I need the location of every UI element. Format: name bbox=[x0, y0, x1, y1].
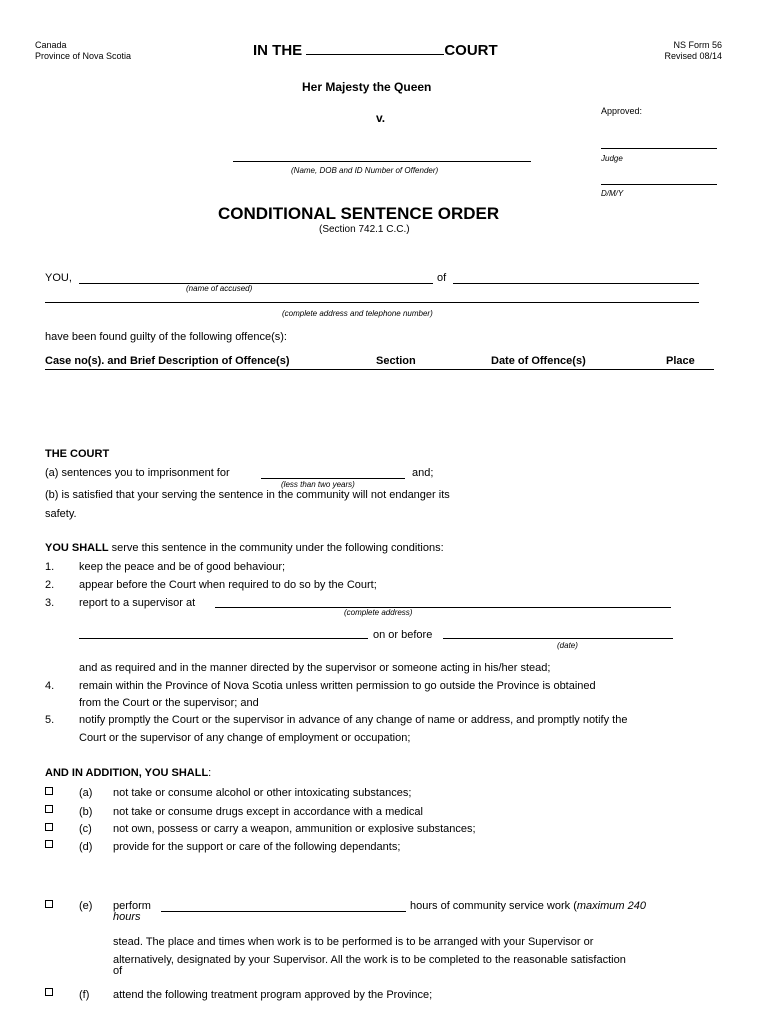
court-b-line1: (b) is satisfied that your serving the sentence in the community will not endanger its bbox=[45, 489, 450, 501]
approval-date-line[interactable] bbox=[601, 184, 717, 185]
item-3-num: 3. bbox=[45, 597, 55, 609]
offender-caption: (Name, DOB and ID Number of Offender) bbox=[291, 166, 439, 175]
offences-intro: have been found guilty of the following offence(s): bbox=[45, 331, 287, 343]
condition-e-letter: (e) bbox=[79, 900, 93, 912]
condition-f-text: attend the following treatment program approved by the Province; bbox=[113, 989, 433, 1001]
col-case: Case no(s). and Brief Description of Offence(s) bbox=[45, 355, 290, 367]
condition-a-letter: (a) bbox=[79, 787, 93, 799]
court-suffix: COURT bbox=[444, 42, 498, 59]
revised-date: Revised 08/14 bbox=[664, 51, 722, 61]
condition-b-letter: (b) bbox=[79, 806, 93, 818]
imprisonment-term-line[interactable] bbox=[261, 478, 405, 479]
condition-c-text: not own, possess or carry a weapon, ammunition or explosive substances; bbox=[113, 823, 476, 835]
additional-heading-text: AND IN ADDITION, YOU SHALL bbox=[45, 767, 209, 779]
condition-e-hours-text bbox=[410, 900, 646, 912]
supervisor-address-line-2[interactable] bbox=[79, 638, 368, 639]
condition-e-hours-label: hours of community service work ( bbox=[410, 900, 577, 912]
offender-line[interactable] bbox=[233, 161, 531, 162]
item-3-text: report to a supervisor at bbox=[79, 597, 196, 609]
shall-lead: YOU SHALL bbox=[45, 542, 109, 554]
item-1-text: keep the peace and be of good behaviour; bbox=[79, 561, 286, 573]
condition-e-stead: stead. The place and times when work is to be performed is to be arranged with your Supervisor or bbox=[113, 936, 594, 948]
accused-address-line[interactable] bbox=[45, 302, 699, 303]
province-label: Province of Nova Scotia bbox=[35, 51, 132, 61]
item-4-line2: from the Court or the supervisor; and bbox=[79, 697, 259, 709]
additional-heading bbox=[45, 767, 211, 779]
condition-d-letter: (d) bbox=[79, 841, 93, 853]
offences-header-row bbox=[45, 355, 714, 370]
service-hours-line[interactable] bbox=[161, 911, 406, 912]
condition-f-checkbox[interactable] bbox=[45, 988, 53, 996]
col-place: Place bbox=[666, 355, 695, 367]
court-heading-section: THE COURT bbox=[45, 448, 110, 460]
accused-of-line[interactable] bbox=[453, 283, 699, 284]
form-number: NS Form 56 bbox=[673, 40, 722, 50]
supervisor-address-line[interactable] bbox=[215, 607, 671, 608]
item-1-num: 1. bbox=[45, 561, 55, 573]
item-5-line2: Court or the supervisor of any change of employment or occupation; bbox=[79, 732, 411, 744]
versus-label: v. bbox=[376, 111, 386, 125]
item-5-line1: notify promptly the Court or the supervisor in advance of any change of name or address, and promptly notify the bbox=[79, 714, 628, 726]
condition-b-text: not take or consume drugs except in accordance with a medical bbox=[113, 806, 423, 818]
condition-e-perform: perform bbox=[113, 900, 151, 912]
on-or-before-label: on or before bbox=[373, 629, 433, 641]
additional-colon: : bbox=[208, 767, 212, 779]
court-a-suffix: and; bbox=[412, 467, 434, 479]
section-reference: (Section 742.1 C.C.) bbox=[319, 224, 410, 235]
as-required-text: and as required and in the manner directed by the supervisor or someone acting in his/her stead; bbox=[79, 662, 551, 674]
name-caption: (name of accused) bbox=[186, 284, 253, 293]
accused-name-line[interactable] bbox=[79, 283, 433, 284]
approved-label: Approved: bbox=[601, 106, 643, 116]
condition-f-letter: (f) bbox=[79, 989, 90, 1001]
crown-party: Her Majesty the Queen bbox=[302, 80, 432, 94]
item-2-num: 2. bbox=[45, 579, 55, 591]
of-label: of bbox=[437, 272, 447, 284]
date-caption: (date) bbox=[557, 641, 578, 650]
col-section: Section bbox=[376, 355, 416, 367]
condition-e-max: maximum 240 bbox=[576, 900, 646, 912]
court-b-line2: safety. bbox=[45, 508, 77, 520]
court-heading bbox=[253, 42, 498, 59]
form-title: CONDITIONAL SENTENCE ORDER bbox=[218, 204, 500, 223]
date-label: D/M/Y bbox=[601, 189, 624, 198]
condition-c-letter: (c) bbox=[79, 823, 92, 835]
condition-e-alt: alternatively, designated by your Supervisor. All the work is to be completed to the reasonable satisfaction bbox=[113, 954, 626, 966]
condition-d-checkbox[interactable] bbox=[45, 840, 53, 848]
condition-e-of: of bbox=[113, 965, 123, 977]
term-caption: (less than two years) bbox=[281, 480, 355, 489]
country-label: Canada bbox=[35, 40, 67, 50]
item-2-text: appear before the Court when required to do so by the Court; bbox=[79, 579, 377, 591]
condition-b-checkbox[interactable] bbox=[45, 805, 53, 813]
item-4-line1: remain within the Province of Nova Scotia unless written permission to go outside the Province is obtained bbox=[79, 680, 596, 692]
item-4-num: 4. bbox=[45, 680, 55, 692]
condition-a-text: not take or consume alcohol or other intoxicating substances; bbox=[113, 787, 412, 799]
condition-c-checkbox[interactable] bbox=[45, 823, 53, 831]
report-date-line[interactable] bbox=[443, 638, 673, 639]
judge-signature-line[interactable] bbox=[601, 148, 717, 149]
condition-a-checkbox[interactable] bbox=[45, 787, 53, 795]
court-prefix: IN THE bbox=[253, 42, 307, 59]
you-label: YOU, bbox=[45, 272, 72, 284]
condition-e-hours: hours bbox=[113, 911, 141, 923]
item-5-num: 5. bbox=[45, 714, 55, 726]
court-a-prefix: (a) sentences you to imprisonment for bbox=[45, 467, 230, 479]
condition-e-checkbox[interactable] bbox=[45, 900, 53, 908]
shall-intro bbox=[45, 542, 444, 554]
address-caption: (complete address and telephone number) bbox=[282, 309, 433, 318]
col-date: Date of Offence(s) bbox=[491, 355, 586, 367]
supervisor-address-caption: (complete address) bbox=[344, 608, 413, 617]
shall-intro-text: serve this sentence in the community under the following conditions: bbox=[108, 542, 444, 554]
judge-label: Judge bbox=[601, 154, 623, 163]
condition-d-text: provide for the support or care of the following dependants; bbox=[113, 841, 401, 853]
